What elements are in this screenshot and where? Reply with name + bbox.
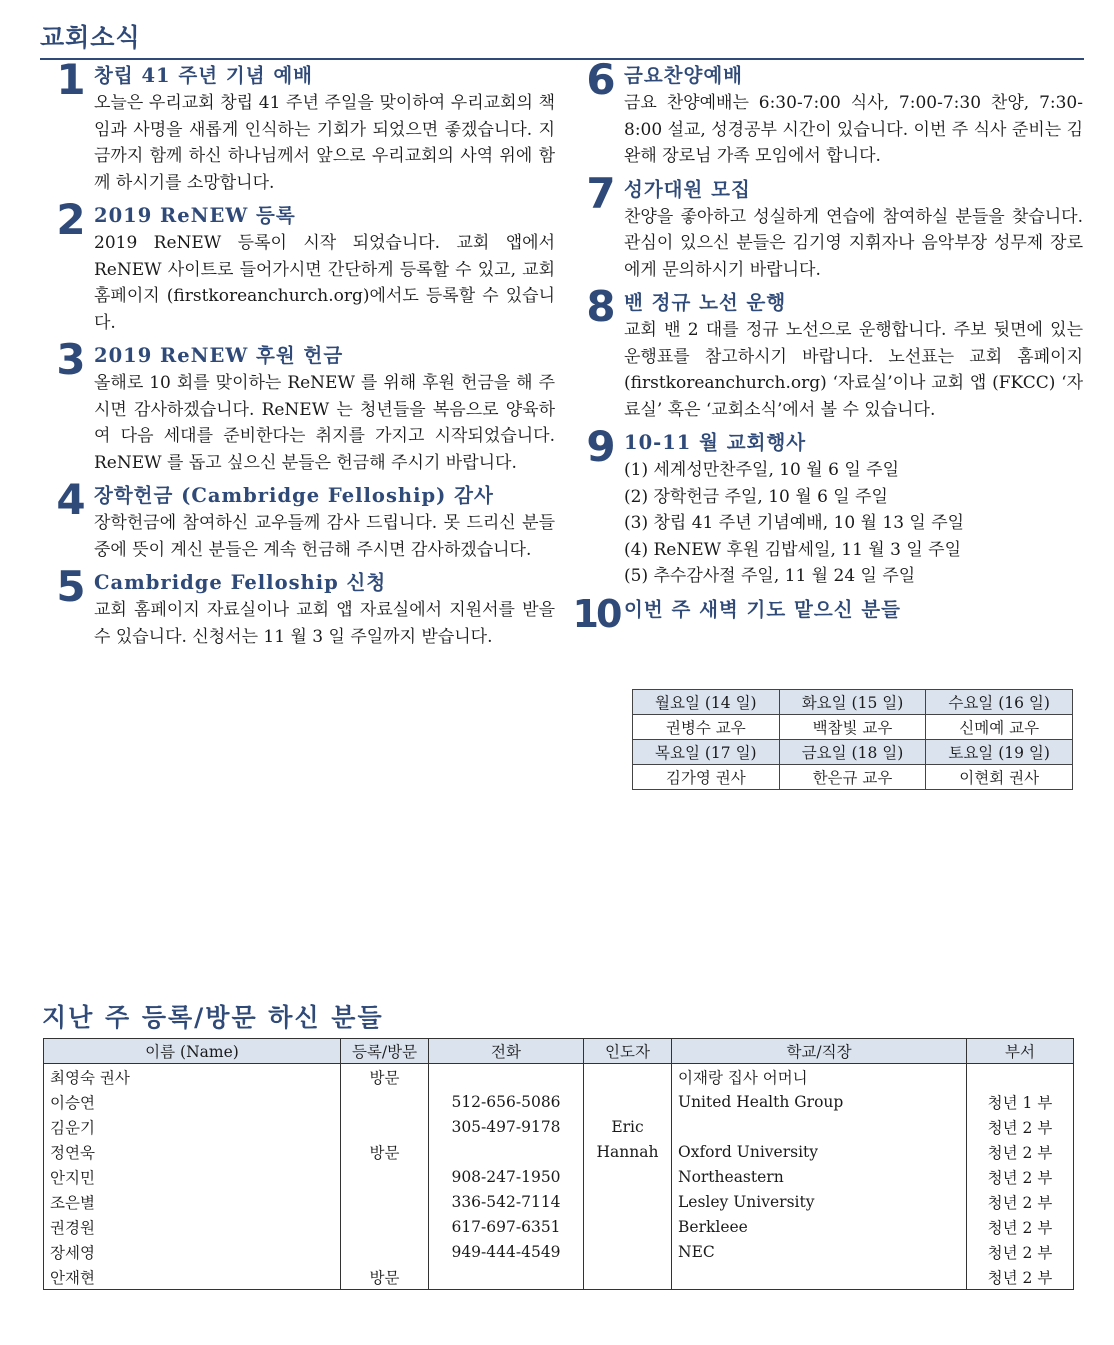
cell-department: 청년 2 부 [967,1214,1074,1239]
item-body: 오늘은 우리교회 창립 41 주년 주일을 맞이하여 우리교회의 책임과 사명을 새롭게 인식하는 기회가 되었으면 좋겠습니다. 지금까지 함께 하신 하나님께서 앞으로 우리교회의 사역 위에 함께 하시기를 소망합니다. [94,93,555,193]
event-line: (2) 장학헌금 주일, 10 월 6 일 주일 [624,486,888,507]
cell-department: 청년 2 부 [967,1239,1074,1264]
cell-phone [429,1064,584,1090]
cell-phone: 512-656-5086 [429,1089,584,1114]
cell-school-work [672,1114,967,1139]
prayer-day-cell: 화요일 (15 일) [779,690,926,715]
cell-guide [584,1214,672,1239]
cell-phone [429,1139,584,1164]
cell-department [967,1064,1074,1090]
cell-school-work: Lesley University [672,1189,967,1214]
item-title: Cambridge Felloship 신청 [94,571,387,594]
news-item-5 [50,562,555,650]
cell-guide [584,1164,672,1189]
cell-guide: Hannah [584,1139,672,1164]
item-number: 4 [56,475,86,524]
item-title: 2019 ReNEW 후원 헌금 [94,344,344,367]
cell-name: 안지민 [44,1164,341,1189]
item-title: 성가대원 모집 [624,177,751,201]
visitors-table [43,1038,1074,1290]
prayer-name-cell: 신메예 교우 [926,715,1073,740]
cell-name: 조은별 [44,1189,341,1214]
prayer-day-cell: 목요일 (17 일) [633,740,780,765]
cell-school-work: Berkleee [672,1214,967,1239]
item-body: 교회 홈페이지 자료실이나 교회 앱 자료실에서 지원서를 받을 수 있습니다. 신청서는 11 월 3 일 주일까지 받습니다. [94,600,555,647]
item-number: 10 [572,591,620,636]
news-item-7 [580,168,1083,284]
prayer-day-cell: 토요일 (19 일) [926,740,1073,765]
visitors-header-row [44,1039,1074,1064]
cell-school-work: 이재랑 집사 어머니 [672,1064,967,1090]
column-header-school-work: 학교/직장 [672,1039,967,1064]
item-body: 교회 밴 2 대를 정규 노선으로 운행합니다. 주보 뒷면에 있는 운행표를 참고하시기 바랍니다. 노선표는 교회 홈페이지(firstkoreanchurch.org) ‘자료실’이나 교회 앱 (FKCC) ‘자료실’ 혹은 ‘교회소식’에서 볼 수 있습니다. [624,320,1083,420]
cell-department: 청년 2 부 [967,1164,1074,1189]
news-item-3 [50,335,555,476]
item-title: 이번 주 새벽 기도 맡으신 분들 [624,597,901,621]
event-line: (1) 세계성만찬주일, 10 월 6 일 주일 [624,460,899,480]
column-header-name: 이름 (Name) [44,1039,341,1064]
news-item-9 [580,422,1083,590]
cell-status: 방문 [341,1064,429,1090]
table-row [44,1164,1074,1189]
news-item-2 [50,195,555,336]
cell-status: 방문 [341,1139,429,1164]
cell-phone [429,1264,584,1290]
prayer-day-cell: 금요일 (18 일) [779,740,926,765]
cell-status [341,1164,429,1189]
prayer-day-cell: 월요일 (14 일) [633,690,780,715]
item-number: 7 [586,168,616,218]
news-item-8 [580,282,1083,423]
prayer-name-cell: 백참빛 교우 [779,715,926,740]
prayer-day-row [633,740,1073,765]
item-title: 2019 ReNEW 등록 [94,204,296,227]
item-body: 장학헌금에 참여하신 교우들께 감사 드립니다. 못 드리신 분들 중에 뜻이 계신 분들은 계속 헌금해 주시면 감사하겠습니다. [94,513,555,560]
cell-name: 정연욱 [44,1139,341,1164]
cell-phone: 949-444-4549 [429,1239,584,1264]
item-number: 3 [56,335,86,384]
cell-school-work [672,1264,967,1290]
cell-phone: 617-697-6351 [429,1214,584,1239]
cell-guide [584,1064,672,1090]
cell-phone: 305-497-9178 [429,1114,584,1139]
item-number: 9 [586,422,616,471]
item-body: 금요 찬양예배는 6:30-7:00 식사, 7:00-7:30 찬양, 7:30-8:00 설교, 성경공부 시간이 있습니다. 이번 주 식사 준비는 김완해 장로님 가족 모임에서 합니다. [624,93,1083,166]
cell-guide [584,1189,672,1214]
cell-name: 최영숙 권사 [44,1064,341,1090]
page-title: 교회소식 [40,23,141,52]
cell-department: 청년 1 부 [967,1089,1074,1114]
item-number: 8 [586,282,616,331]
prayer-name-cell: 이현회 권사 [926,765,1073,790]
cell-status [341,1214,429,1239]
item-body: 2019 ReNEW 등록이 시작 되었습니다. 교회 앱에서 ReNEW 사이트로 들어가시면 간단하게 등록할 수 있고, 교회 홈페이지 (firstkoreanchurch.org)에서도 등록할 수 있습니다. [94,233,555,333]
cell-phone: 908-247-1950 [429,1164,584,1189]
table-row [44,1064,1074,1090]
visitors-title: 지난 주 등록/방문 하신 분들 [42,1003,384,1032]
cell-department: 청년 2 부 [967,1114,1074,1139]
news-item-10 [572,591,1083,636]
cell-name: 권경원 [44,1214,341,1239]
cell-name: 김운기 [44,1114,341,1139]
cell-department: 청년 2 부 [967,1189,1074,1214]
cell-guide [584,1239,672,1264]
table-row [44,1114,1074,1139]
table-row [44,1239,1074,1264]
table-row [44,1139,1074,1164]
prayer-day-row [633,690,1073,715]
cell-guide [584,1089,672,1114]
item-number: 5 [56,562,86,611]
item-body: 찬양을 좋아하고 성실하게 연습에 참여하실 분들을 찾습니다. 관심이 있으신 분들은 김기영 지휘자나 음악부장 성무제 장로에게 문의하시기 바랍니다. [624,206,1083,280]
item-body: 올해로 10 회를 맞이하는 ReNEW 를 위해 후원 헌금을 해 주시면 감사하겠습니다. ReNEW 는 청년들을 복음으로 양육하여 다음 세대를 준비한다는 취지를 가지고 시작되었습니다. ReNEW 를 돕고 싶으신 분들은 헌금해 주시기 바랍니다. [94,373,555,473]
item-title: 창립 41 주년 기념 예배 [94,64,313,87]
prayer-name-row [633,715,1073,740]
prayer-day-cell: 수요일 (16 일) [926,690,1073,715]
cell-phone: 336-542-7114 [429,1189,584,1214]
item-number: 6 [586,55,616,104]
cell-guide [584,1264,672,1290]
news-column-left [50,55,555,656]
item-title: 밴 정규 노선 운행 [624,291,787,314]
column-header-status: 등록/방문 [341,1039,429,1064]
table-row [44,1214,1074,1239]
event-line: (3) 창립 41 주년 기념예배, 10 월 13 일 주일 [624,513,965,533]
event-line: (5) 추수감사절 주일, 11 월 24 일 주일 [624,566,916,586]
item-number: 2 [56,195,86,244]
cell-department: 청년 2 부 [967,1264,1074,1290]
cell-status [341,1089,429,1114]
prayer-name-cell: 한은규 교우 [779,765,926,790]
cell-name: 이승연 [44,1089,341,1114]
news-item-6 [580,55,1083,170]
page-header [40,18,1084,60]
item-number: 1 [56,55,86,104]
cell-name: 안재현 [44,1264,341,1290]
cell-status [341,1114,429,1139]
news-item-4 [50,475,555,563]
cell-school-work: Oxford University [672,1139,967,1164]
cell-guide: Eric [584,1114,672,1139]
cell-school-work: Northeastern [672,1164,967,1189]
cell-department: 청년 2 부 [967,1139,1074,1164]
news-column-right [572,55,1083,636]
cell-name: 장세영 [44,1239,341,1264]
prayer-name-cell: 권병수 교우 [633,715,780,740]
event-line: (4) ReNEW 후원 김밥세일, 11 월 3 일 주일 [624,539,962,560]
cell-school-work: United Health Group [672,1089,967,1114]
column-header-department: 부서 [967,1039,1074,1064]
column-header-phone: 전화 [429,1039,584,1064]
table-row [44,1264,1074,1290]
prayer-schedule-table [632,689,1073,790]
item-title: 10-11 월 교회행사 [624,431,807,454]
cell-status: 방문 [341,1264,429,1290]
cell-school-work: NEC [672,1239,967,1264]
item-title: 장학헌금 (Cambridge Felloship) 감사 [94,484,494,507]
table-row [44,1189,1074,1214]
cell-status [341,1189,429,1214]
news-item-1 [50,55,555,196]
column-header-guide: 인도자 [584,1039,672,1064]
prayer-name-cell: 김가영 권사 [633,765,780,790]
table-row [44,1089,1074,1114]
cell-status [341,1239,429,1264]
prayer-name-row [633,765,1073,790]
item-title: 금요찬양예배 [624,64,744,87]
